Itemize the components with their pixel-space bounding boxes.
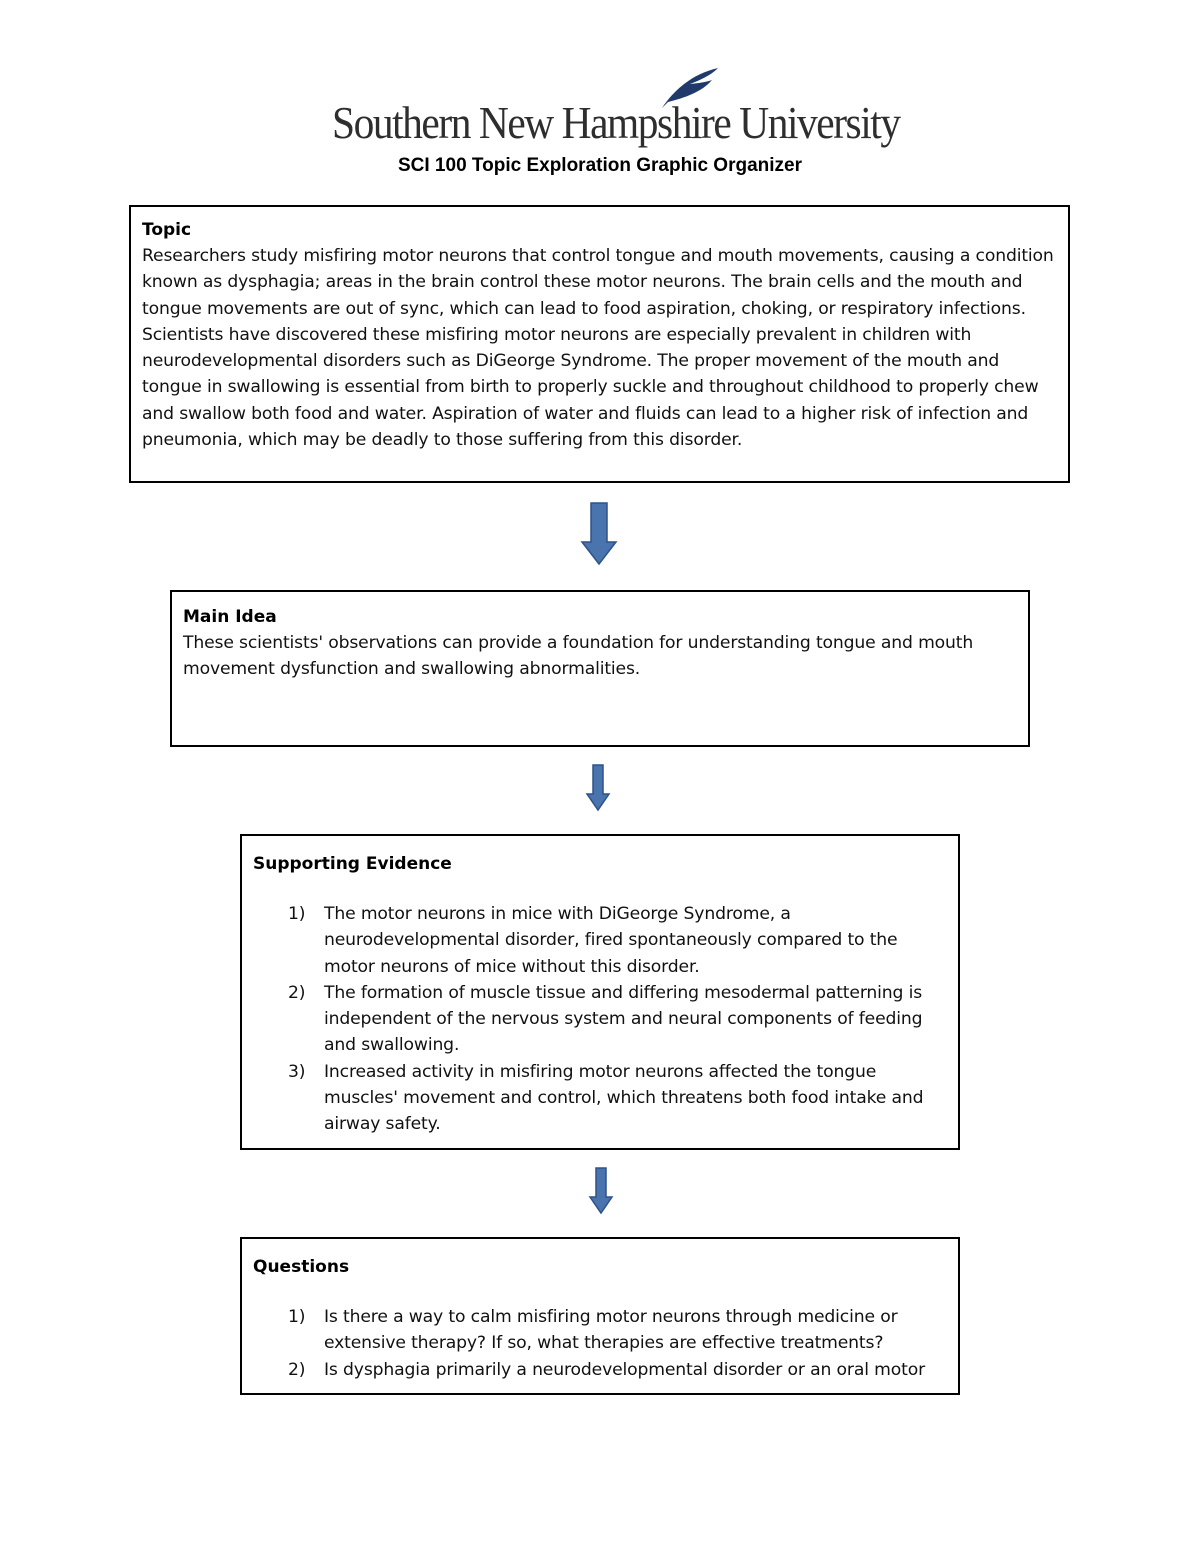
questions-box [240,1237,960,1395]
list-text: The motor neurons in mice with DiGeorge Syndrome, a neurodevelopmental disorder, fired spontaneously compared to the motor neurons of mice without this disorder. [324,904,898,977]
list-item [253,901,947,980]
list-item [253,980,947,1059]
topic-box [129,205,1070,483]
main-idea-heading: Main Idea [183,607,277,627]
list-item [253,1304,947,1357]
down-arrow-icon [585,764,611,812]
topic-text: Researchers study misfiring motor neurons that control tongue and mouth movements, causing a condition known as dysphagia; areas in the brain control these motor neurons. The brain cells and the mouth and tongue movements are out of sync, which can lead to food aspiration, choking, or respiratory infections. Scientists have discovered these misfiring motor neurons are especially prevalent in children with neurodevelopmental disorders such as DiGeorge Syndrome. The proper movement of the mouth and tongue in swallowing is essential from birth to properly suckle and throughout childhood to properly chew and swallow both food and water. Aspiration of water and fluids can lead to a higher risk of infection and pneumonia, which may be deadly to those suffering from this disorder. [142,246,1054,451]
list-text: Increased activity in misfiring motor neurons affected the tongue muscles' movement and control, which threatens both food intake and airway safety. [324,1061,924,1135]
questions-heading: Questions [253,1257,350,1277]
list-text: Is dysphagia primarily a neurodevelopmental disorder or an oral motor [324,1359,925,1380]
questions-list [253,1304,947,1383]
list-item [253,1357,947,1383]
list-text: Is there a way to calm misfiring motor neurons through medicine or extensive therapy? If so, what therapies are effective treatments? [324,1307,898,1354]
logo-wordmark: Southern New Hampshire University [332,97,900,148]
topic-heading: Topic [142,220,192,240]
list-number: 2) [288,1359,306,1380]
page-title: SCI 100 Topic Exploration Graphic Organizer [397,155,803,176]
main-idea-text: These scientists' observations can provide a foundation for understanding tongue and mouth movement dysfunction and swallowing abnormalities. [183,633,974,680]
university-logo [330,66,900,158]
list-item [253,1059,947,1138]
evidence-list [253,901,947,1138]
list-number: 1) [288,1307,306,1327]
supporting-evidence-box [240,834,960,1150]
list-number: 1) [288,904,306,924]
list-text: The formation of muscle tissue and differing mesodermal patterning is independent of the nervous system and neural components of feeding and swallowing. [324,982,923,1056]
down-arrow-icon [588,1167,614,1215]
list-number: 3) [288,1061,306,1082]
main-idea-box [170,590,1030,747]
down-arrow-icon [580,502,618,566]
supporting-evidence-heading: Supporting Evidence [253,854,452,874]
list-number: 2) [288,982,306,1003]
